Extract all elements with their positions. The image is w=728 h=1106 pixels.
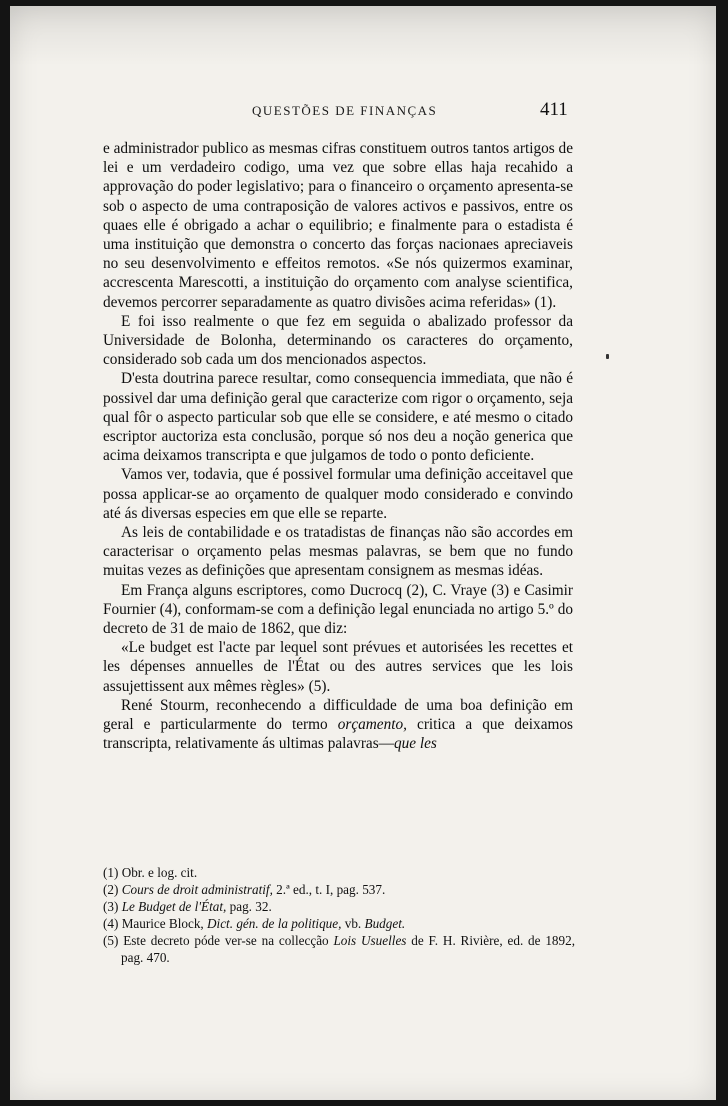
running-title: QUESTÕES DE FINANÇAS [252,103,438,118]
footnote-text: vb. [341,916,365,931]
footnote-marker: (3) [103,899,119,914]
footnote-5 [103,932,575,966]
footnote-3 [103,898,575,915]
book-page [10,6,716,1100]
text-run: René Stourm, reconhecendo a difficuldade de uma boa definição em geral e particularmente do termo [103,696,573,734]
main-text [103,139,573,754]
footnote-term: Budget. [364,916,406,931]
footnote-2 [103,881,575,898]
footnote-text: 2.ª ed., t. I, pag. 537. [272,882,386,897]
paragraph: E foi isso realmente o que fez em seguida o abalizado professor da Universidade de Bolonha, determinando os caracteres do orçamento, considerado sob cada um dos mencionados aspectos. [103,312,573,369]
footnote-4 [103,915,575,932]
paragraph: D'esta doutrina parece resultar, como consequencia immediata, que não é possivel dar uma definição geral que caracterize com rigor o orçamento, seja qual fôr o aspecto particular sob que elle se considere, e até mesmo o citado escriptor auctoriza esta conclusão, porque só nos deu a noção generica que acima deixamos transcripta e que julgamos de todo o ponto deficiente. [103,370,573,465]
footnote-text: pag. 32. [226,899,272,914]
quoted-decree: «Le budget est l'acte par lequel sont prévues et autorisées les recettes et les dépenses annuelles de l'État ou des autres services que les lois assujettissent aux mêmes règles» (5). [103,639,573,695]
page-edge-shadow [10,6,716,66]
footnote-1 [103,864,575,881]
italic-term: orçamento, [337,716,407,734]
footnote-author: Maurice Block, [121,916,208,931]
footnotes [103,864,575,966]
paragraph: As leis de contabilidade e os tratadistas de finanças não são accordes em caracterisar o orçamento pelas mesmas palavras, se bem que no fundo muitas vezes as definições que apresentam consignem as mesmas idéas. [103,524,573,580]
footnote-title: Dict. gén. de la politique, [207,916,342,931]
paragraph: Em França alguns escriptores, como Ducrocq (2), C. Vraye (3) e Casimir Fournier (4), conformam-se com a definição legal enunciada no artigo 5.º do decreto de 31 de maio de 1862, que diz: [103,581,573,638]
footnote-marker: (1) [103,865,119,880]
footnote-title: Lois Usuelles [333,933,407,948]
paragraph-last [103,696,573,754]
footnote-title: Cours de droit administratif, [121,882,273,897]
footnote-text: Obr. e log. cit. [121,865,198,880]
page-header [10,99,716,123]
footnote-text: Este decreto póde ver-se na collecção [123,933,334,948]
footnote-marker: (5) [103,933,119,948]
print-speck [606,354,609,359]
paragraph: Vamos ver, todavia, que é possivel formular uma definição acceitavel que possa applicar-se ao orçamento de qualquer modo considerado e convindo até ás diversas especies em que elle se reparte. [103,466,573,522]
italic-quote-start: que les [393,735,437,753]
footnote-title: Le Budget de l'État, [121,899,227,914]
page-number: 411 [540,99,568,120]
footnote-marker: (4) [103,916,119,931]
footnote-text: de F. H. Rivière, ed. de 1892, pag. 470. [121,933,576,965]
footnote-marker: (2) [103,882,119,897]
text-run: critica a que deixamos transcripta, relativamente ás ultimas palavras— [103,716,573,753]
paragraph-continued: e administrador publico as mesmas cifras constituem outros tantos artigos de lei e um verdadeiro codigo, uma vez que sobre ellas haja recahido a approvação do poder legislativo; para o financeiro o orçamento apresenta-se sob o aspecto de uma contraposição de valores activos e passivos, entre os quaes elle é obrigado a achar o equilibrio; e finalmente para o estadista é uma instituição que demonstra o concerto das forças nacionaes apreciaveis no seu desenvolvimento e effeitos remotos. «Se nós quizermos examinar, accrescenta Marescotti, a instituição do orçamento com analyse scientifica, devemos percorrer separadamente as quatro divisões acima referidas» (1). [103,140,573,311]
